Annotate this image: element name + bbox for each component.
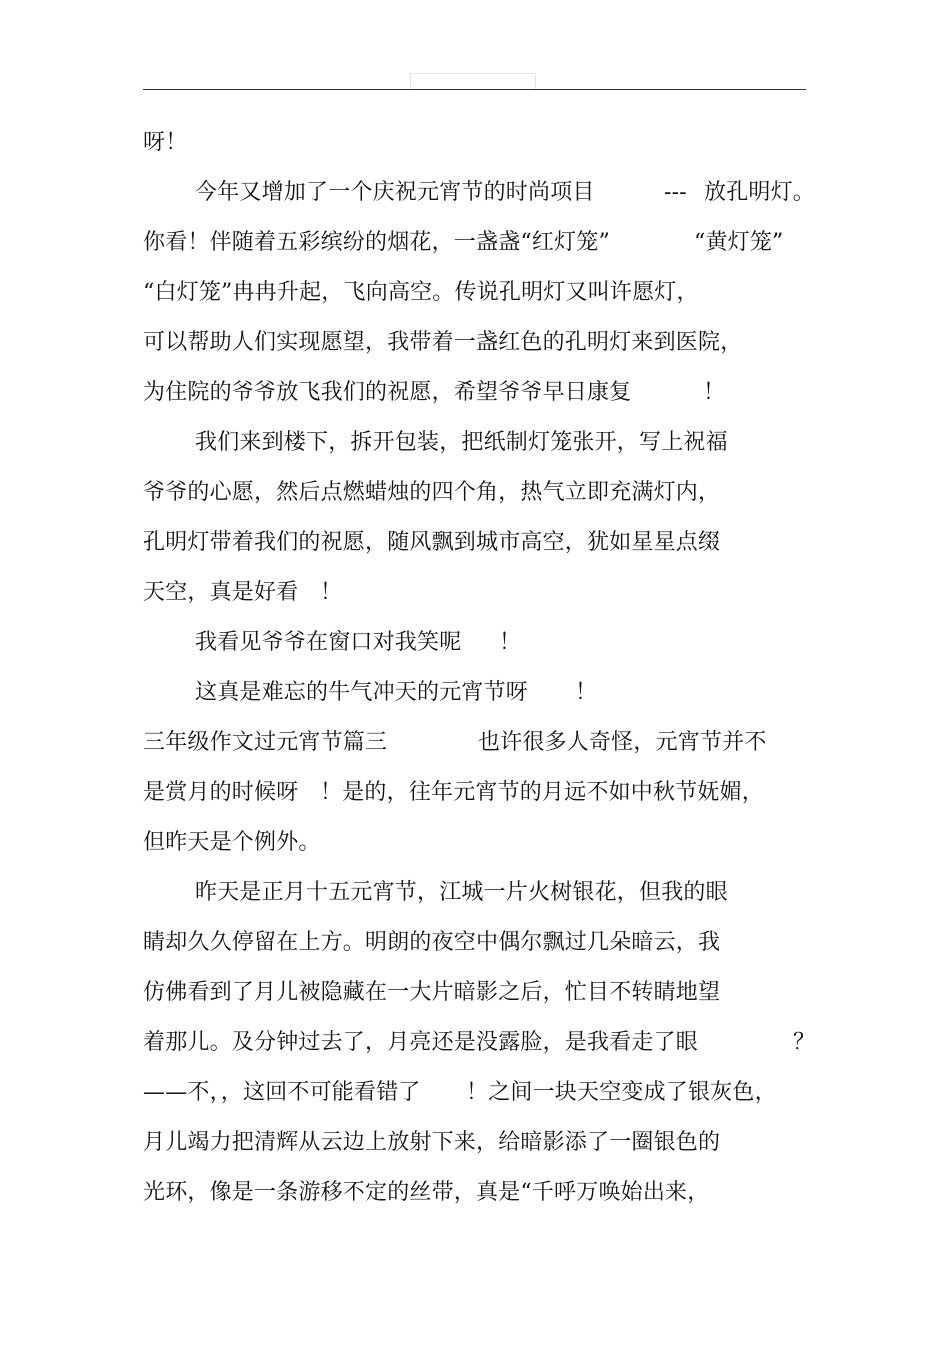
text-segment: --- — [664, 180, 687, 205]
text-segment: ！之间一块天空变成了银灰色， — [466, 1080, 777, 1105]
text-segment: 今年又增加了一个庆祝元宵节的时尚项目 — [195, 180, 595, 205]
text-segment: “黄灯笼” — [694, 230, 784, 255]
text-line — [0, 728, 767, 758]
text-line — [0, 628, 522, 658]
text-segment: ——不，，这回不可能看错了 — [143, 1080, 421, 1105]
text-segment: ！ — [320, 580, 343, 605]
header-tab — [410, 73, 536, 90]
text-line — [0, 1128, 721, 1158]
text-segment: ？ — [793, 1030, 816, 1055]
header-rule — [143, 89, 806, 90]
text-segment: 仿佛看到了月儿被隐藏在一大片暗影之后，忙目不转睛地望 — [143, 980, 721, 1005]
text-segment: ！是的，往年元宵节的月远不如中秋节妩媚， — [320, 780, 765, 805]
text-line — [0, 828, 321, 858]
text-segment: 三年级作文过元宵节篇三 — [143, 730, 388, 755]
text-segment: 放孔明灯。 — [704, 180, 816, 205]
text-segment: “白灯笼”冉冉升起，飞向高空。传说孔明灯又叫许愿灯， — [143, 280, 699, 305]
text-line — [0, 528, 721, 558]
text-line — [0, 128, 188, 158]
text-segment: 也许很多人奇怪，元宵节并不 — [478, 730, 767, 755]
text-segment: 呀！ — [143, 130, 188, 155]
text-segment: 为住院的爷爷放飞我们的祝愿，希望爷爷早日康复 — [143, 380, 632, 405]
text-line — [0, 228, 784, 258]
text-segment: 我们来到楼下，拆开包装，把纸制灯笼张开，写上祝福 — [195, 430, 728, 455]
text-line — [0, 978, 721, 1008]
text-line — [0, 678, 598, 708]
text-segment: 天空，真是好看 — [143, 580, 299, 605]
text-line — [0, 1078, 777, 1108]
text-line — [0, 578, 343, 608]
text-segment: 睛却久久停留在上方。明朗的夜空中偶尔飘过几朵暗云，我 — [143, 930, 721, 955]
text-segment: 月儿竭力把清辉从云边上放射下来，给暗影添了一圈银色的 — [143, 1130, 721, 1155]
text-line — [0, 878, 728, 908]
text-segment: 这真是难忘的牛气冲天的元宵节呀 — [195, 680, 529, 705]
text-line — [0, 328, 743, 358]
text-segment: 孔明灯带着我们的祝愿，随风飘到城市高空，犹如星星点缀 — [143, 530, 721, 555]
text-line — [0, 278, 699, 308]
text-segment: 着那儿。及分钟过去了，月亮还是没露脸，是我看走了眼 — [143, 1030, 699, 1055]
text-line — [0, 1178, 710, 1208]
text-segment: 是赏月的时候呀 — [143, 780, 299, 805]
text-segment: 我看见爷爷在窗口对我笑呢 — [195, 630, 462, 655]
text-line — [0, 928, 721, 958]
text-segment: ！ — [575, 680, 598, 705]
text-segment: 但昨天是个例外。 — [143, 830, 321, 855]
text-segment: ！ — [703, 380, 726, 405]
text-segment: 爷爷的心愿，然后点燃蜡烛的四个角，热气立即充满灯内， — [143, 480, 721, 505]
text-segment: 昨天是正月十五元宵节，江城一片火树银花，但我的眼 — [195, 880, 728, 905]
text-segment: 可以帮助人们实现愿望，我带着一盏红色的孔明灯来到医院， — [143, 330, 743, 355]
text-segment: 你看！伴随着五彩缤纷的烟花，一盏盏“红灯笼” — [143, 230, 610, 255]
text-line — [0, 378, 726, 408]
text-line — [0, 778, 765, 808]
text-line — [0, 1028, 816, 1058]
text-line — [0, 178, 816, 208]
text-segment: ！ — [499, 630, 522, 655]
text-segment: 光环，像是一条游移不定的丝带，真是“千呼万唤始出来， — [143, 1180, 710, 1205]
text-line — [0, 478, 721, 508]
text-line — [0, 428, 728, 458]
